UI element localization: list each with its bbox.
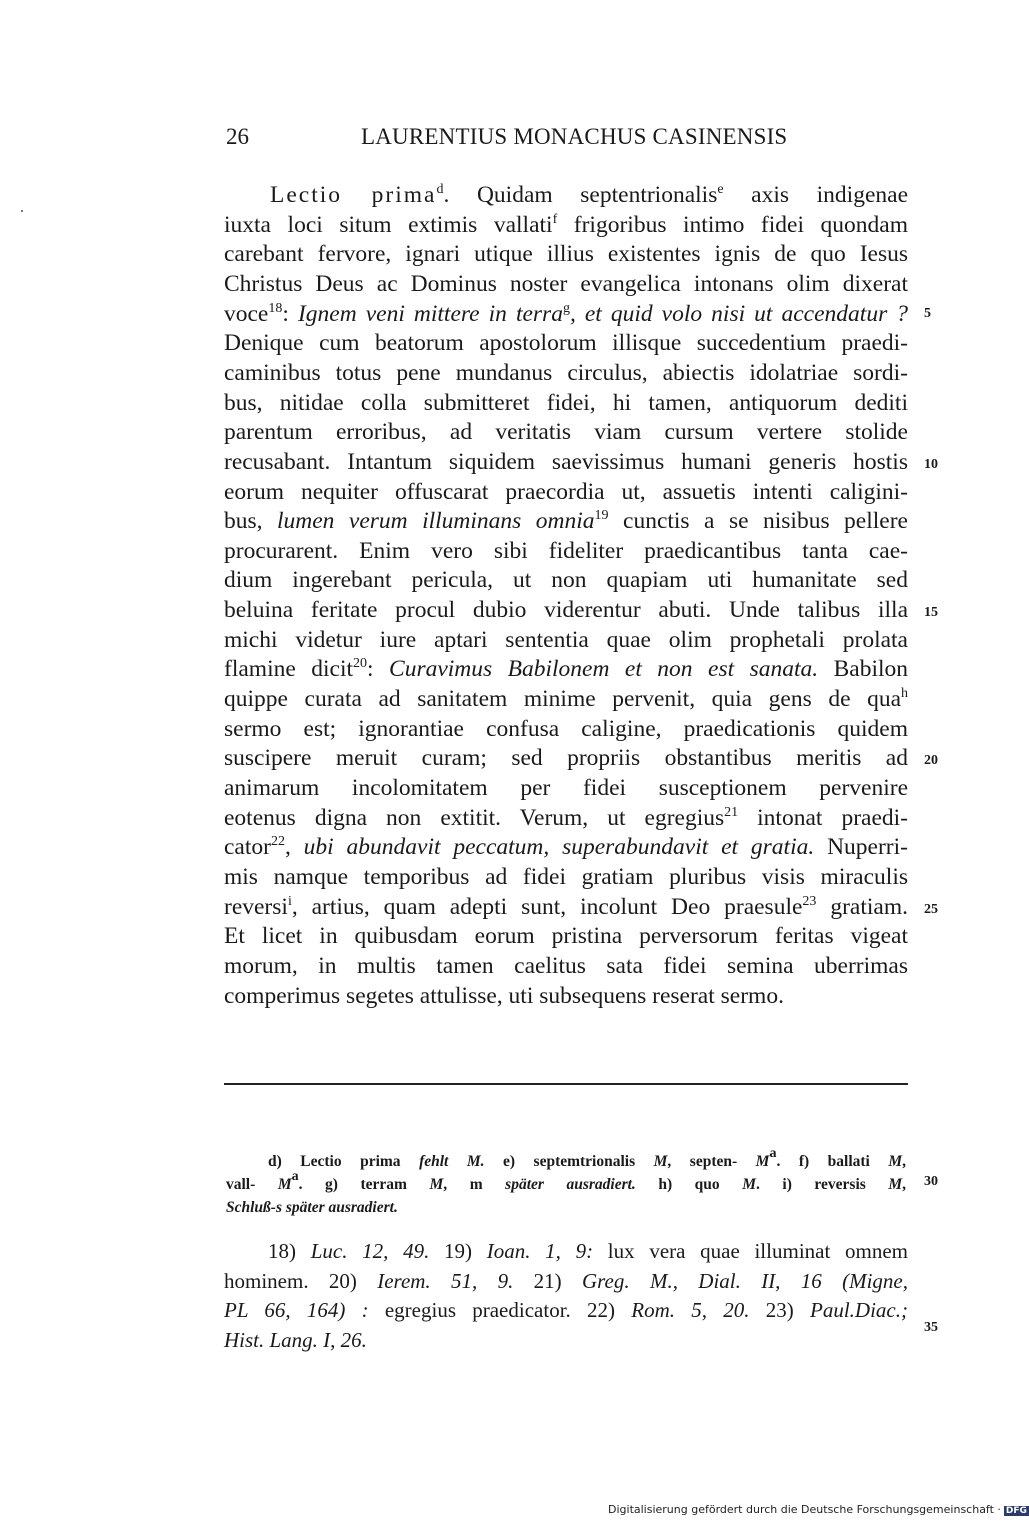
text-line: suscipere meruit curam; sed propriis obstantibus meritis ad [224, 745, 908, 772]
text-line: Lectio prima$^d$. Quidam septentrionalis$^e$ axis indigenae [270, 182, 908, 208]
text-line: carebant fervore, ignari utique illius existentes ignis de quo Iesus [224, 241, 908, 268]
line-number: 35 [924, 1320, 938, 1335]
text-line: reversi$^i$, artius, quam adepti sunt, incolunt Deo praesule$^{23}$ gratiam. [224, 893, 908, 920]
text-line: beluina feritate procul dubio viderentur abuti. Unde talibus illa [224, 597, 908, 624]
source-line: 18) Luc. 12, 49. 19) Ioan. 1, 9: lux vera quae illuminat omnem [268, 1239, 908, 1263]
text-line: morum, in multis tamen caelitus sata fidei semina uberrimas [224, 952, 908, 979]
running-title: LAURENTIUS MONACHUS CASINENSIS [361, 124, 788, 149]
text-line: Et licet in quibusdam eorum pristina perversorum feritas vigeat [224, 923, 908, 950]
text-line: parentum erroribus, ad veritatis viam cursum vertere stolide [224, 419, 908, 446]
text-line: Christus Deus ac Dominus noster evangelica intonans olim dixerat [224, 270, 908, 297]
text-line: bus, nitidae colla submitteret fidei, hi tamen, antiquorum dediti [224, 389, 908, 416]
line-number: 15 [924, 605, 938, 620]
source-line: hominem. 20) Ierem. 51, 9. 21) Greg. M., Dial. II, 16 (Migne, [224, 1268, 908, 1293]
text-line: flamine dicit$^{20}$: Curavimus Babilonem et non est sanata. Babilon [224, 656, 909, 683]
dfg-logo: DFG [1005, 1506, 1027, 1516]
source-line: PL 66, 164) : egregius praedicator. 22) Rom. 5, 20. 23) Paul.Diac.; [224, 1298, 908, 1322]
text-line: voce$^{18}$: Ignem veni mittere in terra$^g$, et quid volo nisi ut accendatur ? [224, 300, 908, 327]
text-line: eorum nequiter offuscarat praecordia ut, assuetis intenti caligini- [224, 478, 908, 505]
text-line: procurarent. Enim vero sibi fideliter praedicantibus tanta cae- [224, 537, 908, 564]
apparatus-line: d) Lectio prima fehlt M. e) septemtrionalis M, septen- $M^a$. f) ballati M, [268, 1146, 907, 1170]
text-line: recusabant. Intantum siquidem saevissimus humani generis hostis [224, 448, 908, 475]
text-line: bus, lumen verum illuminans omnia$^{19}$ cunctis a se nisibus pellere [224, 508, 908, 535]
page-number: 26 [226, 124, 249, 149]
line-number: 25 [924, 902, 938, 917]
line-number: 10 [924, 457, 938, 472]
digitization-credit [608, 1503, 1029, 1516]
text-line: animarum incolomitatem per fidei susceptionem pervenire [224, 775, 908, 801]
footnote-divider [224, 1083, 908, 1085]
text-line: michi videtur iure aptari sententia quae olim prophetali prolata [224, 626, 908, 653]
apparatus-line: Schluß-s später ausradiert. [226, 1199, 398, 1216]
source-line: Hist. Lang. I, 26. [224, 1327, 367, 1352]
text-line: quippe curata ad sanitatem minime pervenit, quia gens de qua$^h$ [224, 686, 908, 713]
scan-speck [21, 210, 23, 212]
line-number: 30 [924, 1174, 938, 1189]
text-line: eotenus digna non extitit. Verum, ut egregius$^{21}$ intonat praedi- [224, 804, 908, 831]
text-line: caminibus totus pene mundanus circulus, abiectis idolatriae sordi- [224, 359, 908, 386]
line-number: 5 [924, 306, 931, 321]
apparatus-line: vall- $M^a$. g) terram M, m später ausradiert. h) quo M. i) reversis M, [226, 1169, 906, 1193]
line-number: 20 [924, 753, 938, 768]
text-line: Denique cum beatorum apostolorum illisque succedentium praedi- [224, 330, 908, 357]
text-line: dium ingerebant pericula, ut non quapiam uti humanitate sed [224, 567, 908, 594]
text-line: iuxta loci situm extimis vallati$^f$ frigoribus intimo fidei quondam [224, 211, 908, 238]
text-line: comperimus segetes attulisse, uti subsequens reserat sermo. [224, 982, 784, 1009]
text-line: mis namque temporibus ad fidei gratiam pluribus visis miraculis [224, 863, 908, 890]
credit-text: Digitalisierung gefördert durch die Deutsche Forschungsgemeinschaft · [608, 1503, 1001, 1516]
text-line: sermo est; ignorantiae confusa caligine, praedicationis quidem [224, 715, 908, 742]
text-line: cator$^{22}$, ubi abundavit peccatum, superabundavit et gratia. Nuperri- [224, 834, 908, 861]
